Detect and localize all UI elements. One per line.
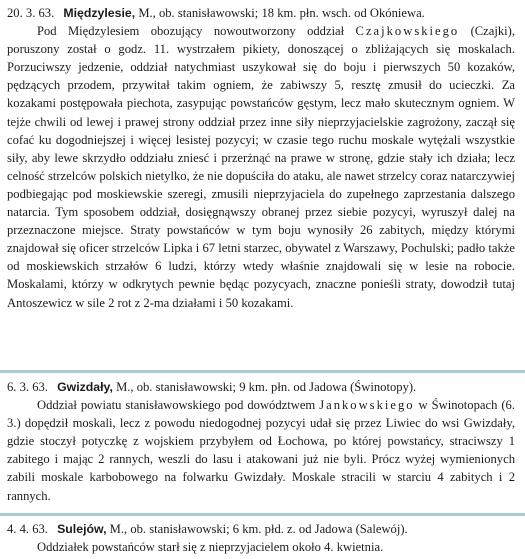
- entry-location: M., ob. stanisławowski; 18 km. płn. wsch. od Okóniewa.: [138, 6, 425, 20]
- entry-text: [7, 22, 515, 312]
- entry-place: Międzylesie,: [63, 6, 136, 20]
- entry-date: 6. 3. 63.: [7, 380, 48, 394]
- entry-location: M., ob. stanisławowski; 6 km. płd. z. od Jadowa (Salewój).: [109, 522, 408, 536]
- entry-sulejow: [0, 520, 525, 556]
- entry-heading: [7, 4, 515, 22]
- entry-text-part: Oddziałek powstańców starł się z nieprzyjacielem około 4. kwietnia.: [37, 540, 384, 555]
- entry-text-part: (Czajki), poruszony został o godz. 11. wystrzałem pikiety, donoszącej o zbliżających się moskalach. Porzuciwszy jedzenie, oddział natychmiast uszykował się do boju i pierwszych 50 kozaków, pędzących przodem, przywitał takim ogniem, że zabiwszy 5, resztę zmusił do ucieczki. Za kozakami postępowała piechota, zasypując powstańców gęstym, lecz mało skutecznym ogniem. W tejże chwili od lewej i prawej strony oddział przez inne siły nieprzyjacielskie zagrożony, zaczął się cofać ku dogodniejszej i więcej lesistej pozycyi; w czasie tego ruchu moskale wytężali wszystkie siły, aby lewe skrzydło oddziału zniesć i przerżnąć na prawe w stronę, gdzie stały ich działa; lecz celność strzelców polskich nietylko, że nie dopuściła do ataku, ale nawet strzelcy coraz natarczywiej podbiegając pod moskiewskie szeregi, zmusili nieprzyjaciela do zupełnego zaprzestania dalszego natarcia. Tym sposobem oddział, dosięgnąwszy obranej przez siebie pozycyi, wyruszył dalej na przeznaczone miejsce. Straty powstańców w tym boju wynosiły 26 zabitych, między którymi znajdował się oficer strzelców Lipka i 67 letni starzec, obywatel z Warszawy, Pochulski; padło także od moskiewskich strzałów 6 ludzi, którzy wtedy właśnie znajdowali się w lesie na robocie. Moskalami, którzy w odkrytych pewnie będąc pozycyach, znaczne ponieśli straty, dowodził tutaj Antoszewicz w sile 2 rot z 2-ma działami i 50 kozakami.: [7, 24, 515, 310]
- entry-text-part: Pod Międzylesiem obozujący nowoutworzony oddział: [37, 24, 356, 39]
- entry-text-part: Oddział powiatu stanisławowskiego pod dowództwem: [37, 398, 320, 413]
- commander-name: Czajkowskiego: [355, 24, 460, 39]
- commander-name: Jankowskiego: [319, 398, 415, 413]
- entry-date: 20. 3. 63.: [7, 6, 55, 20]
- entry-heading: [7, 378, 515, 396]
- divider: [0, 370, 525, 373]
- entry-heading: [7, 520, 515, 538]
- entry-gwizdaly: [0, 378, 525, 505]
- entry-place: Sulejów,: [57, 522, 107, 536]
- entry-date: 4. 4. 63.: [7, 522, 48, 536]
- entry-text-part: w Świnotopach (6. 3.) dopędził moskali, lecz z powodu niedogodnej pozycyi udał się przez Liwiec do wsi Gwizdały, gdzie stoczył potyczkę z wojskiem przybyłem od Łochowa, po której powstańcy, straciwszy 1 zabitego i mając 2 rannych, weszli do lasu i atakowani już nie byli. Prócz wyżej wymienionych zabili moskale karbobowego na folwarku Gwizdały. Moskale stracili w starciu 4 zabitych i 2 rannych.: [7, 398, 515, 503]
- entry-location: M., ob. stanisławowski; 9 km. płn. od Jadowa (Świnotopy).: [116, 380, 417, 394]
- entry-miedzylesie: [0, 4, 525, 312]
- divider: [0, 513, 525, 516]
- entry-text: [7, 538, 515, 556]
- entry-text: [7, 396, 515, 505]
- entry-place: Gwizdały,: [57, 380, 113, 394]
